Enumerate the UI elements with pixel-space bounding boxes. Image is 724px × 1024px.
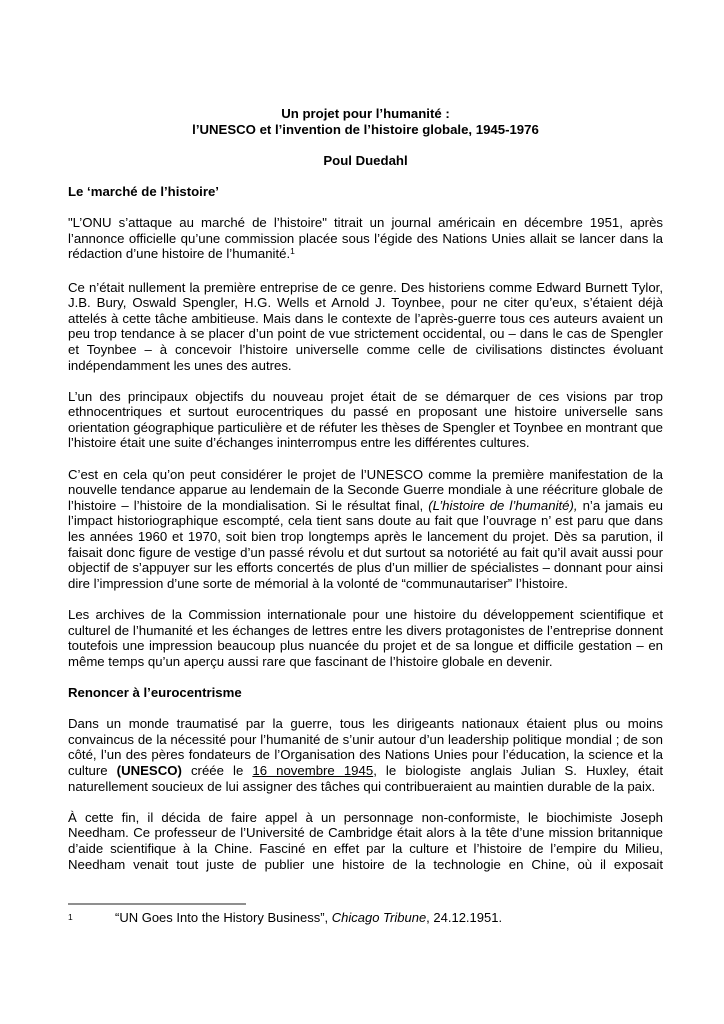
paragraph-6: Dans un monde traumatisé par la guerre, tous les dirigeants nationaux étaient plus ou moins convaincus de la nécessité pour l’humanité de s’unir autour d’un leadership politique mondial ; de son côté, l’un des pères fondateurs de l’Organisation des Nations Unies pour l’éducation, la science et la culture (UNESCO) créée le 16 novembre 1945, le biologiste anglais Julian S. Huxley, était naturellement soucieux de lui assigner des tâches qui contribueraient au maintien durable de la paix. (68, 716, 664, 794)
document-title (68, 106, 663, 137)
footnote-area (68, 903, 663, 926)
title-line-1: Un projet pour l’humanité : (281, 106, 450, 121)
footnote-text: “UN Goes Into the History Business”, Chicago Tribune, 24.12.1951. (115, 910, 503, 925)
section-heading-marche-histoire: Le ‘marché de l’histoire’ (68, 183, 219, 199)
paragraph-2: Ce n’était nullement la première entreprise de ce genre. Des historiens comme Edward Burnett Tylor, J.B. Bury, Oswald Spengler, H.G. Wells et Arnold J. Toynbee, pour ne citer qu’eux, s’étaient déjà attelés à cette tâche ambitieuse. Mais dans le contexte de l’après-guerre tous ces auteurs avaient un peu trop tendance à se placer d’un point de vue strictement occidental, ou – dans le cas de Spengler et Toynbee – à concevoir l’histoire universelle comme celle de civilisations distinctes évoluant indépendamment les unes des autres. (68, 279, 663, 373)
title-line-2: l’UNESCO et l’invention de l’histoire globale, 1945-1976 (192, 121, 539, 137)
section-heading-renoncer-eurocentrisme: Renoncer à l’eurocentrisme (68, 684, 242, 700)
paragraph-1: "L’ONU s’attaque au marché de l’histoire" titrait un journal américain en décembre 1951, après l’annonce officielle qu’une commission placée sous l’égide des Nations Unies allait se lancer dans la rédaction d’une histoire de l’humanité.$^1$ (68, 215, 663, 262)
paragraph-7: À cette fin, il décida de faire appel à un personnage non-conformiste, le biochimiste Joseph Needham. Ce professeur de l’Université de Cambridge était alors à la tête d’une mission britannique d’aide scientifique à la Chine. Fasciné en effet par la culture et l’histoire de l’empire du Milieu, Needham venait tout juste de publier une histoire de la technologie en Chine, où il exposait (68, 809, 663, 872)
footnote-reference-marker: 1 (68, 912, 73, 922)
footnote (68, 910, 663, 926)
footnote-separator (68, 903, 246, 905)
author-name: Poul Duedahl (323, 152, 408, 168)
paragraph-5: Les archives de la Commission internationale pour une histoire du développement scientifique et culturel de l’humanité et les échanges de lettres entre les divers protagonistes de l’entreprise donnent toutefois une impression beaucoup plus nuancée du projet et de sa longue et difficile gestation – en même temps qu’un aperçu aussi rare que fascinant de l’histoire globale en devenir. (68, 607, 663, 669)
paragraph-4: C’est en cela qu’on peut considérer le projet de l’UNESCO comme la première manifestation de la nouvelle tendance apparue au lendemain de la Seconde Guerre mondiale à une réécriture globale de l’histoire – l’histoire de la mondialisation. Si le résultat final, (L’histoire de l’humanité), n’a jamais eu l’impact historiographique escompté, cela tient sans doute au fait que l’ouvrage n’ est paru que dans les années 1960 et 1970, soit bien trop longtemps après le lancement du projet. Dès sa parution, il faisait donc figure de vestige d’un passé révolu et dut surtout sa notoriété au fait qu’il avait aussi pour objectif de s’appuyer sur les efforts concertés de plus d’un millier de spécialistes – donnant pour ainsi dire l’impression d’une sorte de mémorial à la volonté de “communautariser” l’histoire. (68, 466, 663, 591)
paragraph-3: L’un des principaux objectifs du nouveau projet était de se démarquer de ces visions par trop ethnocentriques et surtout eurocentriques du passé en proposant une histoire universelle sans orientation géographique particulière et de réfuter les thèses de Spengler et Toynbee en montrant que l’histoire était une suite d’échanges ininterrompus entre les différentes cultures. (68, 388, 663, 451)
